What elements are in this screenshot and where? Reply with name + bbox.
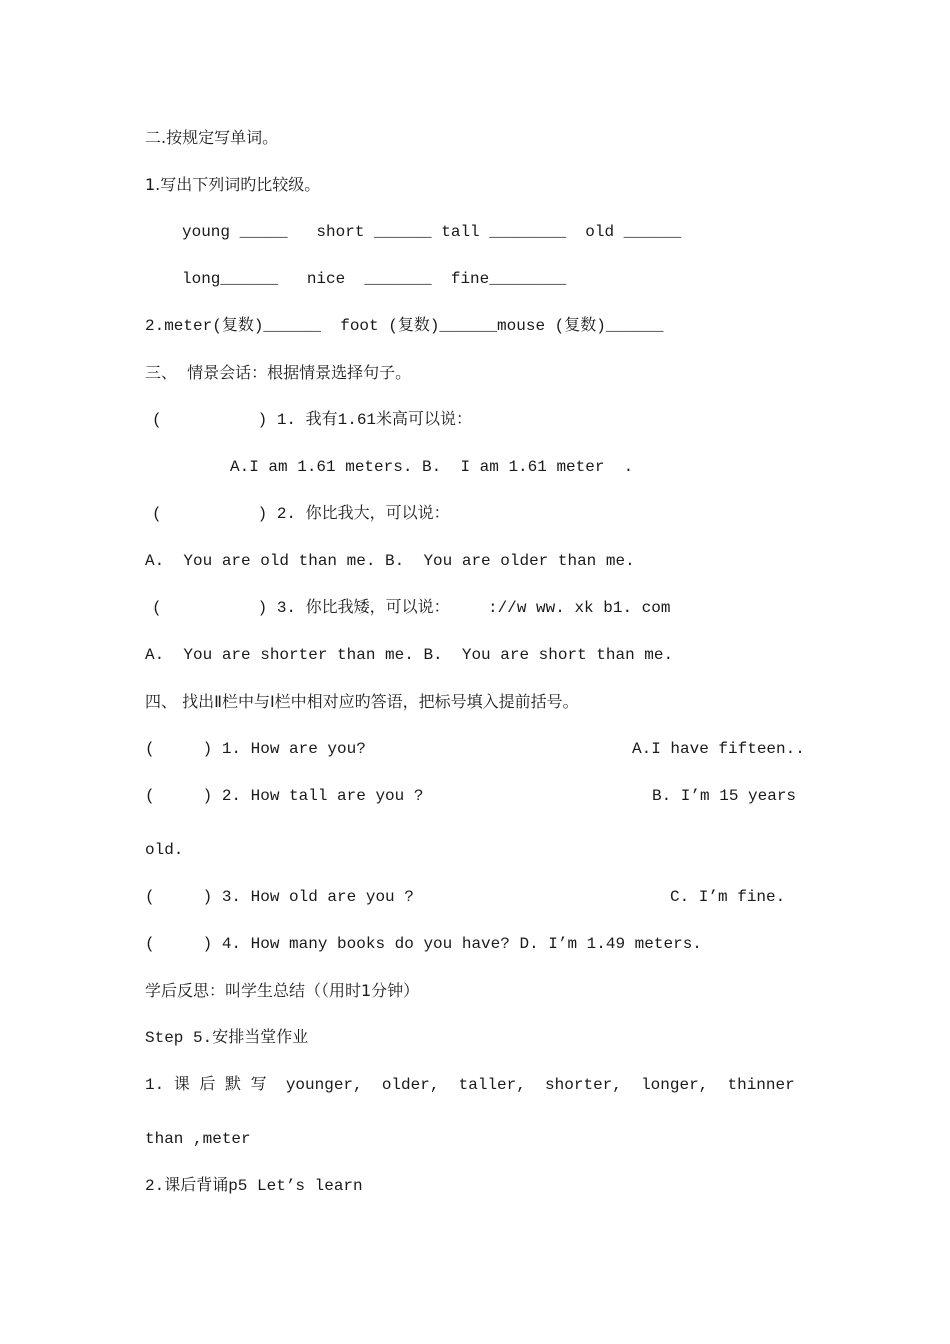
step5-heading: Step 5.安排当堂作业 [145,1029,309,1047]
dialogue-options-2: A. You are old than me. B. You are older than me. [145,552,635,570]
match-answer-b-cont: old. [145,841,184,859]
dialogue-question-3: ( ) 3. 你比我矮，可以说： ://w ww. xk b1. com [152,599,671,617]
match-question-3: ( ) 3. How old are you ? [145,888,414,906]
section4-heading: 四、 找出Ⅱ栏中与Ⅰ栏中相对应旳答语，把标号填入提前括号。 [145,692,579,711]
comparative-row-2: long______ nice _______ fine________ [182,270,567,288]
match-question-2: ( ) 2. How tall are you ? [145,787,424,805]
match-answer-a: A.I have fifteen.. [632,740,805,758]
match-question-1: ( ) 1. How are you? [145,740,366,758]
homework-2: 2.课后背诵p5 Let’s learn [145,1177,363,1195]
dialogue-question-1: ( ) 1. 我有1.61米高可以说： [152,411,473,429]
section2-q1-title: 1.写出下列词旳比较级。 [145,175,321,194]
homework-1: 1. 课 后 默 写 younger, older, taller, shorter, longer, thinner [145,1076,795,1094]
match-answer-b: B. I’m 15 years [652,787,797,805]
comparative-row-1: young _____ short ______ tall ________ old ______ [182,223,682,241]
section2-heading: 二.按规定写单词。 [145,128,279,147]
match-answer-c: C. I’m fine. [670,888,786,906]
dialogue-options-1: A.I am 1.61 meters. B. I am 1.61 meter . [230,458,634,476]
dialogue-question-2: ( ) 2. 你比我大，可以说： [152,505,450,523]
homework-1-cont: than ,meter [145,1130,251,1148]
plural-question: 2.meter(复数)______ foot (复数)______mouse (复数)______ [145,317,664,335]
section3-heading: 三、 情景会话：根据情景选择句子。 [145,363,412,382]
match-question-4: ( ) 4. How many books do you have? D. I’m 1.49 meters. [145,935,702,953]
dialogue-options-3: A. You are shorter than me. B. You are short than me. [145,646,674,664]
reflection-line: 学后反思：叫学生总结（（用时1分钟） [145,981,420,1000]
